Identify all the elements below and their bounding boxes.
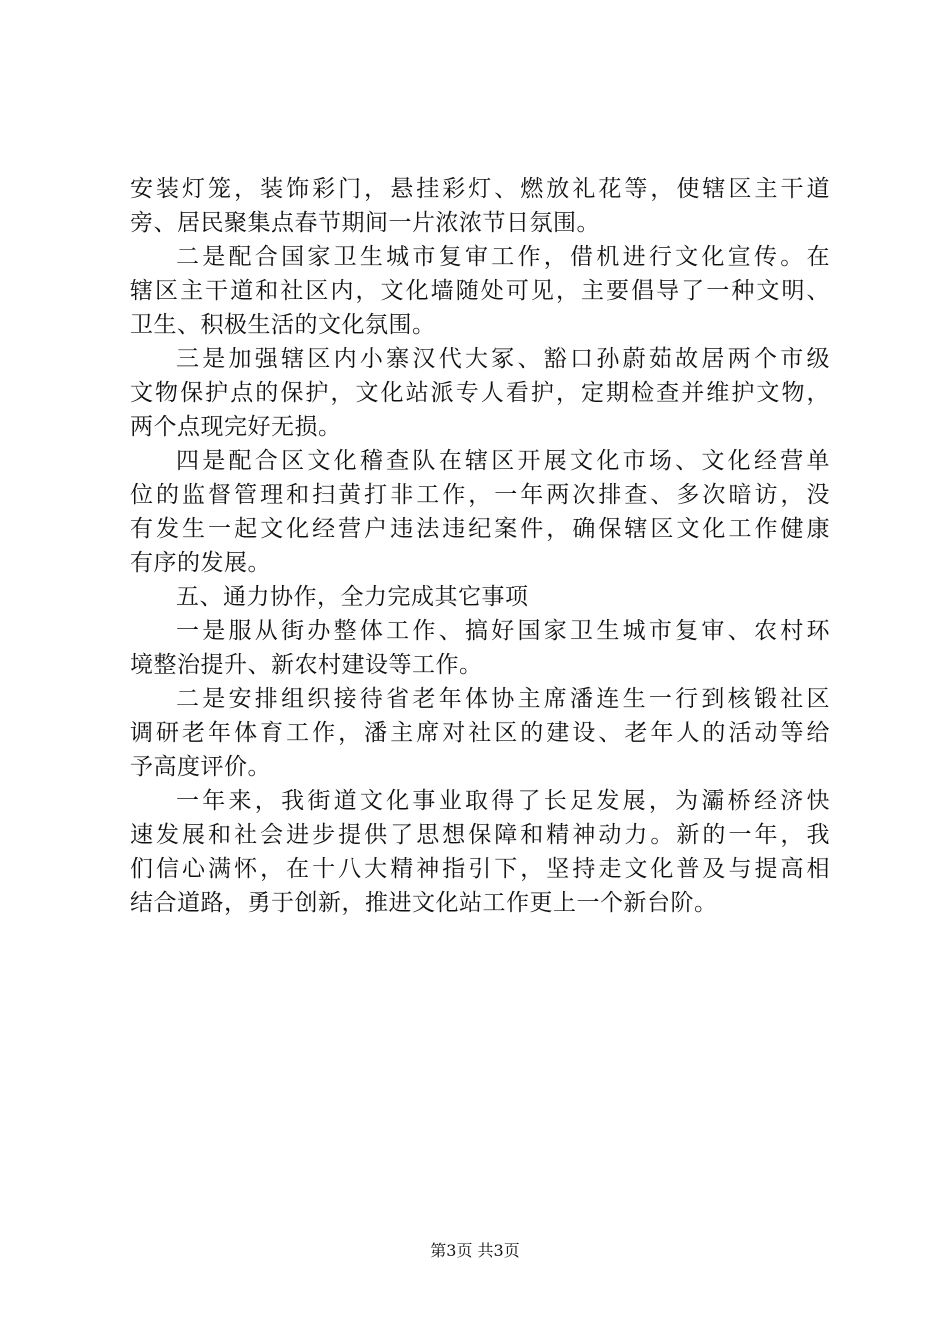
paragraph-line: 速发展和社会进步提供了思想保障和精神动力。新的一年，我 — [130, 822, 830, 848]
paragraph — [130, 172, 830, 240]
paragraph-line: 安装灯笼，装饰彩门，悬挂彩灯、燃放礼花等，使辖区主干道 — [130, 176, 830, 202]
paragraph-line: 调研老年体育工作，潘主席对社区的建设、老年人的活动等给 — [130, 720, 830, 746]
paragraph-line: 四是配合区文化稽查队在辖区开展文化市场、文化经营单 — [176, 448, 830, 474]
paragraph-line: 文物保护点的保护，文化站派专人看护，定期检查并维护文物， — [130, 380, 830, 406]
paragraph — [130, 580, 830, 614]
paragraph-line: 卫生、积极生活的文化氛围。 — [130, 312, 436, 338]
paragraph-line: 二是安排组织接待省老年体协主席潘连生一行到核锻社区 — [176, 686, 830, 712]
paragraph-line: 结合道路，勇于创新，推进文化站工作更上一个新台阶。 — [130, 890, 718, 916]
paragraph-line: 有序的发展。 — [130, 550, 271, 576]
page-footer: 第3页 共3页 — [430, 1241, 520, 1260]
paragraph — [130, 784, 830, 920]
paragraph-line: 有发生一起文化经营户违法违纪案件，确保辖区文化工作健康 — [130, 516, 830, 542]
paragraph-line: 们信心满怀，在十八大精神指引下，坚持走文化普及与提高相 — [130, 856, 830, 882]
paragraph — [130, 444, 830, 580]
paragraph-line: 一年来，我街道文化事业取得了长足发展，为灞桥经济快 — [176, 788, 830, 814]
paragraph-line: 三是加强辖区内小寨汉代大冢、豁口孙蔚茹故居两个市级 — [176, 346, 830, 372]
paragraph-line: 位的监督管理和扫黄打非工作，一年两次排查、多次暗访，没 — [130, 482, 830, 508]
paragraph-line: 境整治提升、新农村建设等工作。 — [130, 652, 483, 678]
paragraph-line: 旁、居民聚集点春节期间一片浓浓节日氛围。 — [130, 210, 600, 236]
paragraph-line: 两个点现完好无损。 — [130, 414, 342, 440]
paragraph — [130, 342, 830, 444]
paragraph-line: 辖区主干道和社区内，文化墙随处可见，主要倡导了一种文明、 — [130, 278, 830, 304]
document-body — [130, 172, 830, 920]
paragraph-line: 一是服从街办整体工作、搞好国家卫生城市复审、农村环 — [176, 618, 830, 644]
paragraph-line: 五、通力协作，全力完成其它事项 — [176, 584, 529, 610]
paragraph-line: 予高度评价。 — [130, 754, 271, 780]
paragraph — [130, 682, 830, 784]
paragraph — [130, 240, 830, 342]
paragraph-line: 二是配合国家卫生城市复审工作，借机进行文化宣传。在 — [176, 244, 830, 270]
paragraph — [130, 614, 830, 682]
